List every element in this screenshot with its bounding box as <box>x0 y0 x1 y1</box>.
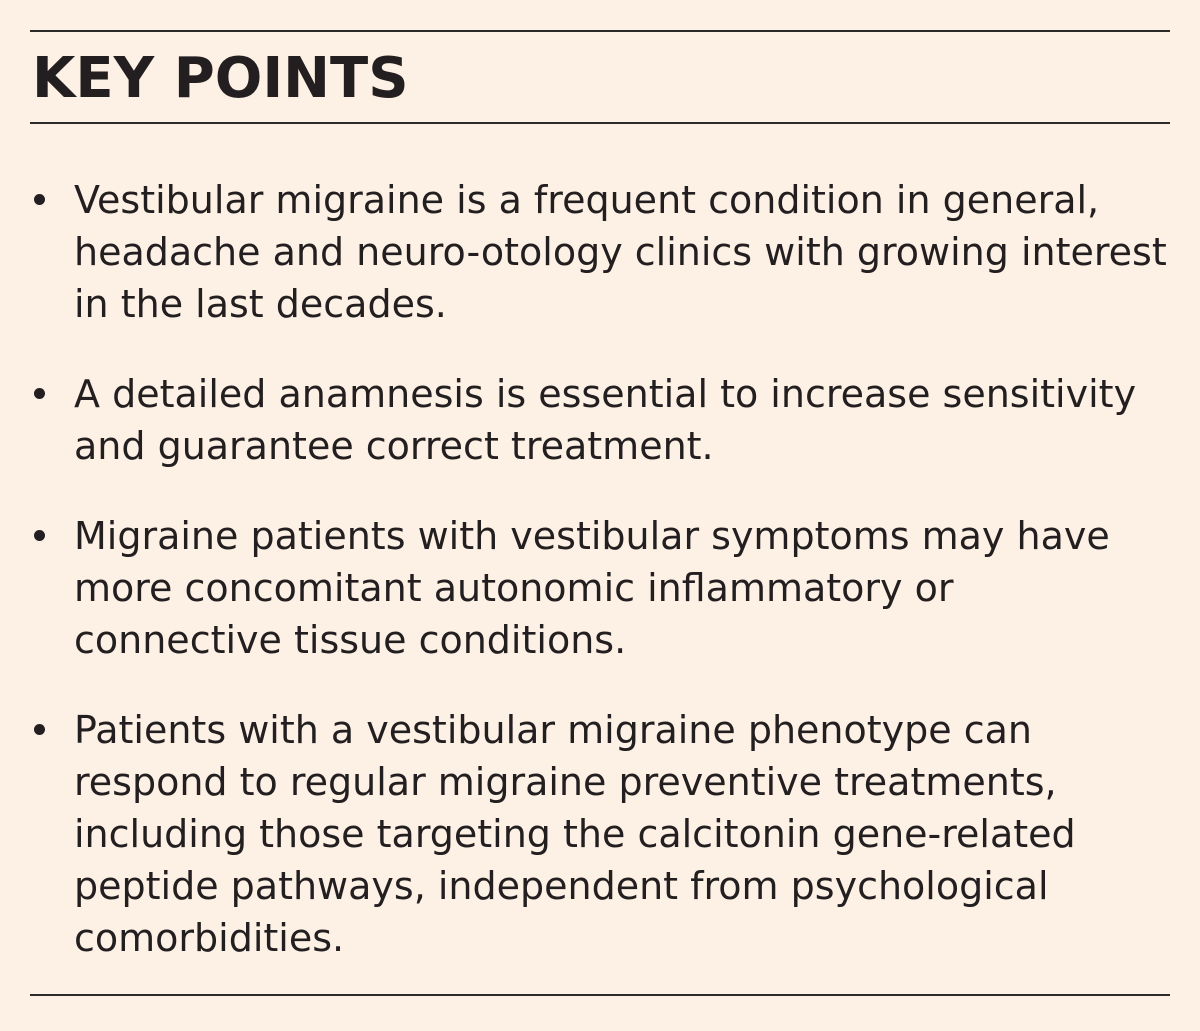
key-points-title: KEY POINTS <box>32 46 409 111</box>
bullet-icon <box>34 388 45 399</box>
bullet-icon <box>34 194 45 205</box>
key-point-4 <box>30 704 1170 964</box>
key-points-list <box>30 174 1170 1002</box>
bullet-icon <box>34 724 45 735</box>
bullet-icon <box>34 530 45 541</box>
key-point-text: A detailed anamnesis is essential to increase sensitivity and guarantee correct treatment. <box>74 372 1137 468</box>
bottom-divider <box>30 994 1170 996</box>
key-point-3 <box>30 510 1170 666</box>
key-point-1 <box>30 174 1170 330</box>
key-point-text: Vestibular migraine is a frequent condition in general, headache and neuro-otology clinics with growing interest in the last decades. <box>74 178 1167 326</box>
title-divider <box>30 122 1170 124</box>
key-point-text: Migraine patients with vestibular symptoms may have more concomitant autonomic inflammatory or connective tissue conditions. <box>74 514 1110 662</box>
key-point-text: Patients with a vestibular migraine phenotype can respond to regular migraine preventive treatments, including those targeting the calcitonin gene-related peptide pathways, independent from psychological comorbidities. <box>74 708 1076 960</box>
key-point-2 <box>30 368 1170 472</box>
top-divider <box>30 30 1170 32</box>
